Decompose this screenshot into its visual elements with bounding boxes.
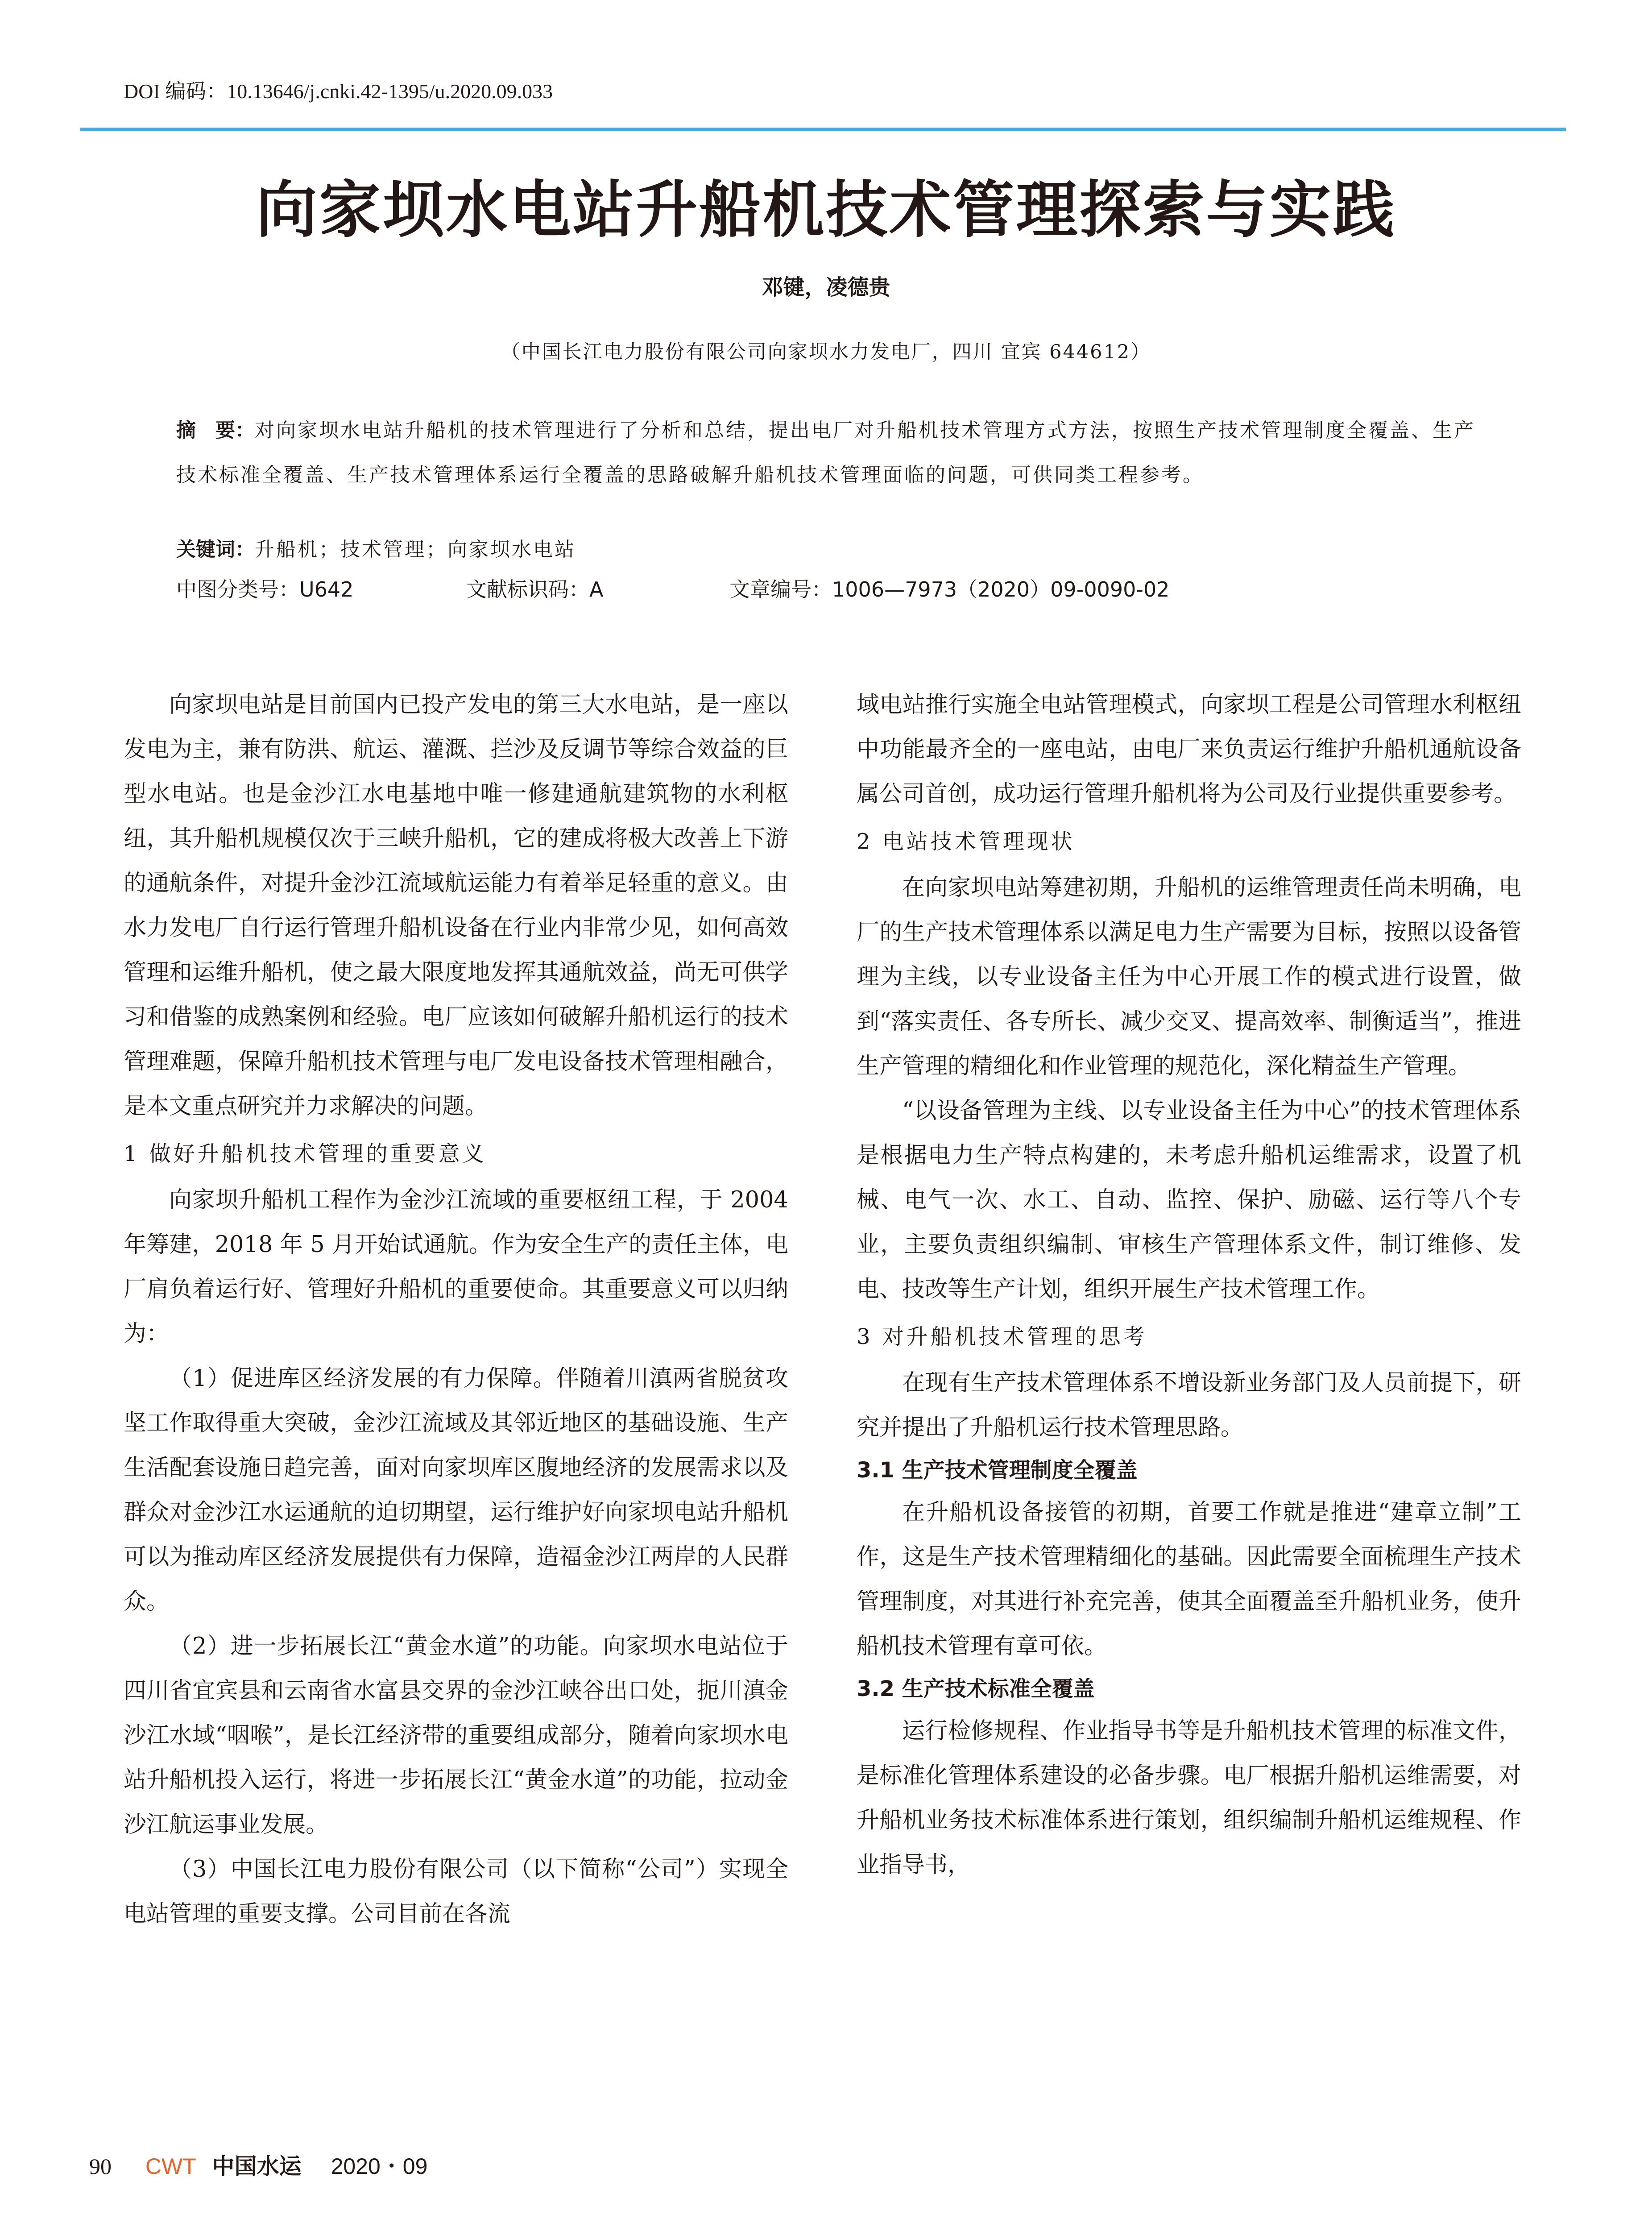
journal-issue: 2020・09	[331, 2154, 428, 2179]
section-heading-3: 3 对升船机技术管理的思考	[857, 1324, 1147, 1349]
header-rule	[80, 128, 1566, 131]
article-title: 向家坝水电站升船机技术管理探索与实践	[256, 173, 1396, 246]
right-column	[857, 683, 1521, 1887]
paragraph: 在升船机设备接管的初期，首要工作就是推进“建章立制”工作，这是生产技术管理精细化的基础。因此需要全面梳理生产技术管理制度，对其进行补充完善，使其全面覆盖至升船机业务，使升船机技术管理有章可依。	[857, 1499, 1521, 1659]
article-authors: 邓键，凌德贵	[762, 275, 890, 300]
document-code: 文献标识码：A	[466, 577, 604, 601]
subsection-heading-3-1: 3.1 生产技术管理制度全覆盖	[857, 1458, 1138, 1483]
paragraph: 运行检修规程、作业指导书等是升船机技术管理的标准文件，是标准化管理体系建设的必备步骤。电厂根据升船机运维需要，对升船机业务技术标准体系进行策划，组织编制升船机运维规程、作业指导书，	[857, 1718, 1521, 1878]
intro-paragraph: 向家坝电站是目前国内已投产发电的第三大水电站，是一座以发电为主，兼有防洪、航运、灌溉、拦沙及反调节等综合效益的巨型水电站。也是金沙江水电基地中唯一修建通航建筑物的水利枢纽，其升船机规模仅次于三峡升船机，它的建成将极大改善上下游的通航条件，对提升金沙江流域航运能力有着举足轻重的意义。由水力发电厂自行运行管理升船机设备在行业内非常少见，如何高效管理和运维升船机，使之最大限度地发挥其通航效益，尚无可供学习和借鉴的成熟案例和经验。电厂应该如何破解升船机运行的技术管理难题，保障升船机技术管理与电厂发电设备技术管理相融合，是本文重点研究并力求解决的问题。	[124, 692, 788, 1120]
paragraph: “以设备管理为主线、以专业设备主任为中心”的技术管理体系是根据电力生产特点构建的，未考虑升船机运维需求，设置了机械、电气一次、水工、自动、监控、保护、励磁、运行等八个专业，主要负责组织编制、审核生产管理体系文件，制订维修、发电、技改等生产计划，组织开展生产技术管理工作。	[857, 1098, 1521, 1302]
journal-logo: CWT	[145, 2154, 196, 2179]
paragraph: 在向家坝电站筹建初期，升船机的运维管理责任尚未明确，电厂的生产技术管理体系以满足电力生产需要为目标，按照以设备管理为主线，以专业设备主任为中心开展工作的模式进行设置，做到“落实责任、各专所长、减少交叉、提高效率、制衡适当”，推进生产管理的精细化和作业管理的规范化，深化精益生产管理。	[857, 875, 1521, 1079]
paragraph: 在现有生产技术管理体系不增设新业务部门及人员前提下，研究并提出了升船机运行技术管理思路。	[857, 1370, 1521, 1441]
abstract	[176, 408, 1492, 498]
doi-line: DOI 编码：10.13646/j.cnki.42-1395/u.2020.09.033	[124, 80, 553, 103]
journal-name: 中国水运	[212, 2153, 302, 2179]
section-heading-2: 2 电站技术管理现状	[857, 829, 1075, 854]
page-number: 90	[89, 2154, 112, 2179]
keywords-label: 关键词：	[176, 538, 255, 561]
clc-number: 中图分类号：U642	[176, 577, 354, 601]
abstract-label: 摘 要：	[176, 419, 255, 442]
paragraph: 向家坝升船机工程作为金沙江流域的重要枢纽工程，于 2004 年筹建，2018 年 5 月开始试通航。作为安全生产的责任主体，电厂肩负着运行好、管理好升船机的重要使命。其重要意义可以归纳为：	[124, 1187, 788, 1347]
page-footer	[89, 2148, 427, 2181]
article-number: 文章编号：1006—7973（2020）09-0090-02	[729, 577, 1170, 601]
paragraph: （1）促进库区经济发展的有力保障。伴随着川滇两省脱贫攻坚工作取得重大突破，金沙江流域及其邻近地区的基础设施、生产生活配套设施日趋完善，面对向家坝库区腹地经济的发展需求以及群众对金沙江水运通航的迫切期望，运行维护好向家坝电站升船机可以为推动库区经济发展提供有力保障，造福金沙江两岸的人民群众。	[124, 1365, 788, 1615]
left-column	[124, 683, 788, 1937]
paragraph: （3）中国长江电力股份有限公司（以下简称“公司”）实现全电站管理的重要支撑。公司目前在各流	[124, 1856, 788, 1927]
paragraph: （2）进一步拓展长江“黄金水道”的功能。向家坝水电站位于四川省宜宾县和云南省水富县交界的金沙江峡谷出口处，扼川滇金沙江水域“咽喉”，是长江经济带的重要组成部分，随着向家坝水电站升船机投入运行，将进一步拓展长江“黄金水道”的功能，拉动金沙江航运事业发展。	[124, 1633, 788, 1838]
continued-paragraph: 域电站推行实施全电站管理模式，向家坝工程是公司管理水利枢纽中功能最齐全的一座电站，由电厂来负责运行维护升船机通航设备属公司首创，成功运行管理升船机将为公司及行业提供重要参考。	[857, 692, 1521, 807]
section-heading-1: 1 做好升船机技术管理的重要意义	[124, 1141, 487, 1166]
abstract-text: 对向家坝水电站升船机的技术管理进行了分析和总结，提出电厂对升船机技术管理方式方法，按照生产技术管理制度全覆盖、生产技术标准全覆盖、生产技术管理体系运行全覆盖的思路破解升船机技术管理面临的问题，可供同类工程参考。	[176, 419, 1475, 486]
article-affiliation: （中国长江电力股份有限公司向家坝水力发电厂，四川 宜宾 644612）	[501, 341, 1151, 363]
subsection-heading-3-2: 3.2 生产技术标准全覆盖	[857, 1676, 1095, 1701]
keywords-text: 升船机；技术管理；向家坝水电站	[255, 538, 576, 561]
keywords	[176, 533, 576, 562]
